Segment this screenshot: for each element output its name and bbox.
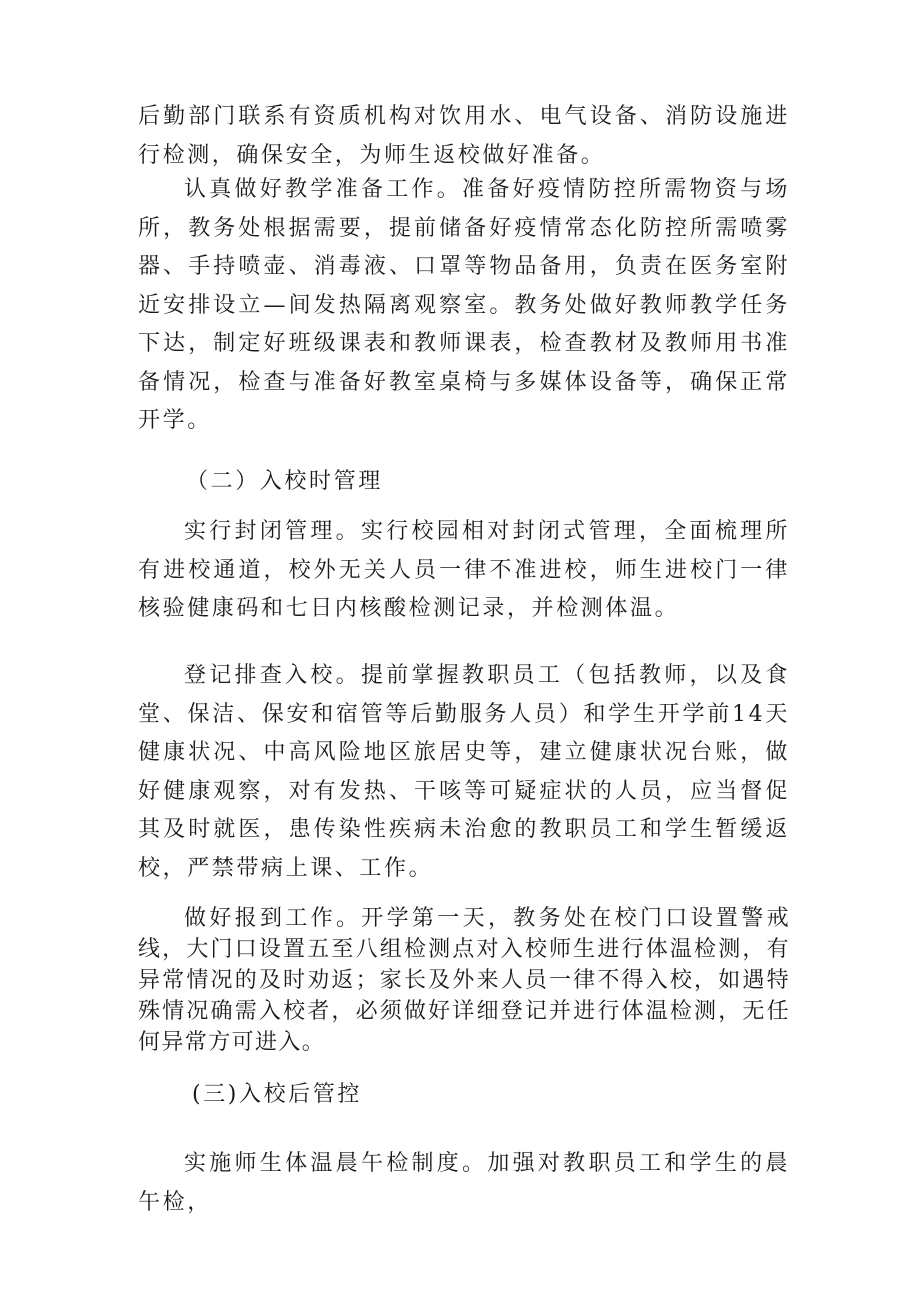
paragraph-registration-screening: 登记排查入校。提前掌握教职员工（包括教师，以及食堂、保洁、保安和宿管等后勤服务人员）和学生开学前14天健康状况、中高风险地区旅居史等，建立健康状况台账，做好健康观察，对有发热、干咳等可疑症状的人员，应当督促其及时就医，患传染性疾病未治愈的教职员工和学生暂缓返校，严禁带病上课、工作。: [138, 663, 790, 881]
paragraph-closed-management: 实行封闭管理。实行校园相对封闭式管理，全面梳理所有进校通道，校外无关人员一律不准进校，师生进校门一律核验健康码和七日内核酸检测记录，并检测体温。: [138, 519, 790, 621]
paragraph-logistics-testing: 后勤部门联系有资质机构对饮用水、电气设备、消防设施进行检测，确保安全，为师生返校做好准备。: [138, 104, 790, 168]
section-heading-entry-management: （二）入校时管理: [186, 469, 383, 494]
section-heading-post-entry-control: (三)入校后管控: [192, 1082, 362, 1107]
paragraph-reporting-work: 做好报到工作。开学第一天，教务处在校门口设置警戒线，大门口设置五至八组检测点对入校师生进行体温检测，有异常情况的及时劝返；家长及外来人员一律不得入校，如遇特殊情况确需入校者，必须做好详细登记并进行体温检测，无任何异常方可进入。: [138, 906, 790, 1055]
paragraph-temperature-checks: 实施师生体温晨午检制度。加强对教职员工和学生的晨午检，: [138, 1151, 790, 1215]
paragraph-teaching-preparation: 认真做好教学准备工作。准备好疫情防控所需物资与场所，教务处根据需要，提前储备好疫情常态化防控所需喷雾器、手持喷壶、消毒液、口罩等物品备用，负责在医务室附近安排设立—间发热隔离观察室。教务处做好教师教学任务下达，制定好班级课表和教师课表，检查教材及教师用书准备情况，检查与准备好教室桌椅与多媒体设备等，确保正常开学。: [138, 177, 790, 433]
